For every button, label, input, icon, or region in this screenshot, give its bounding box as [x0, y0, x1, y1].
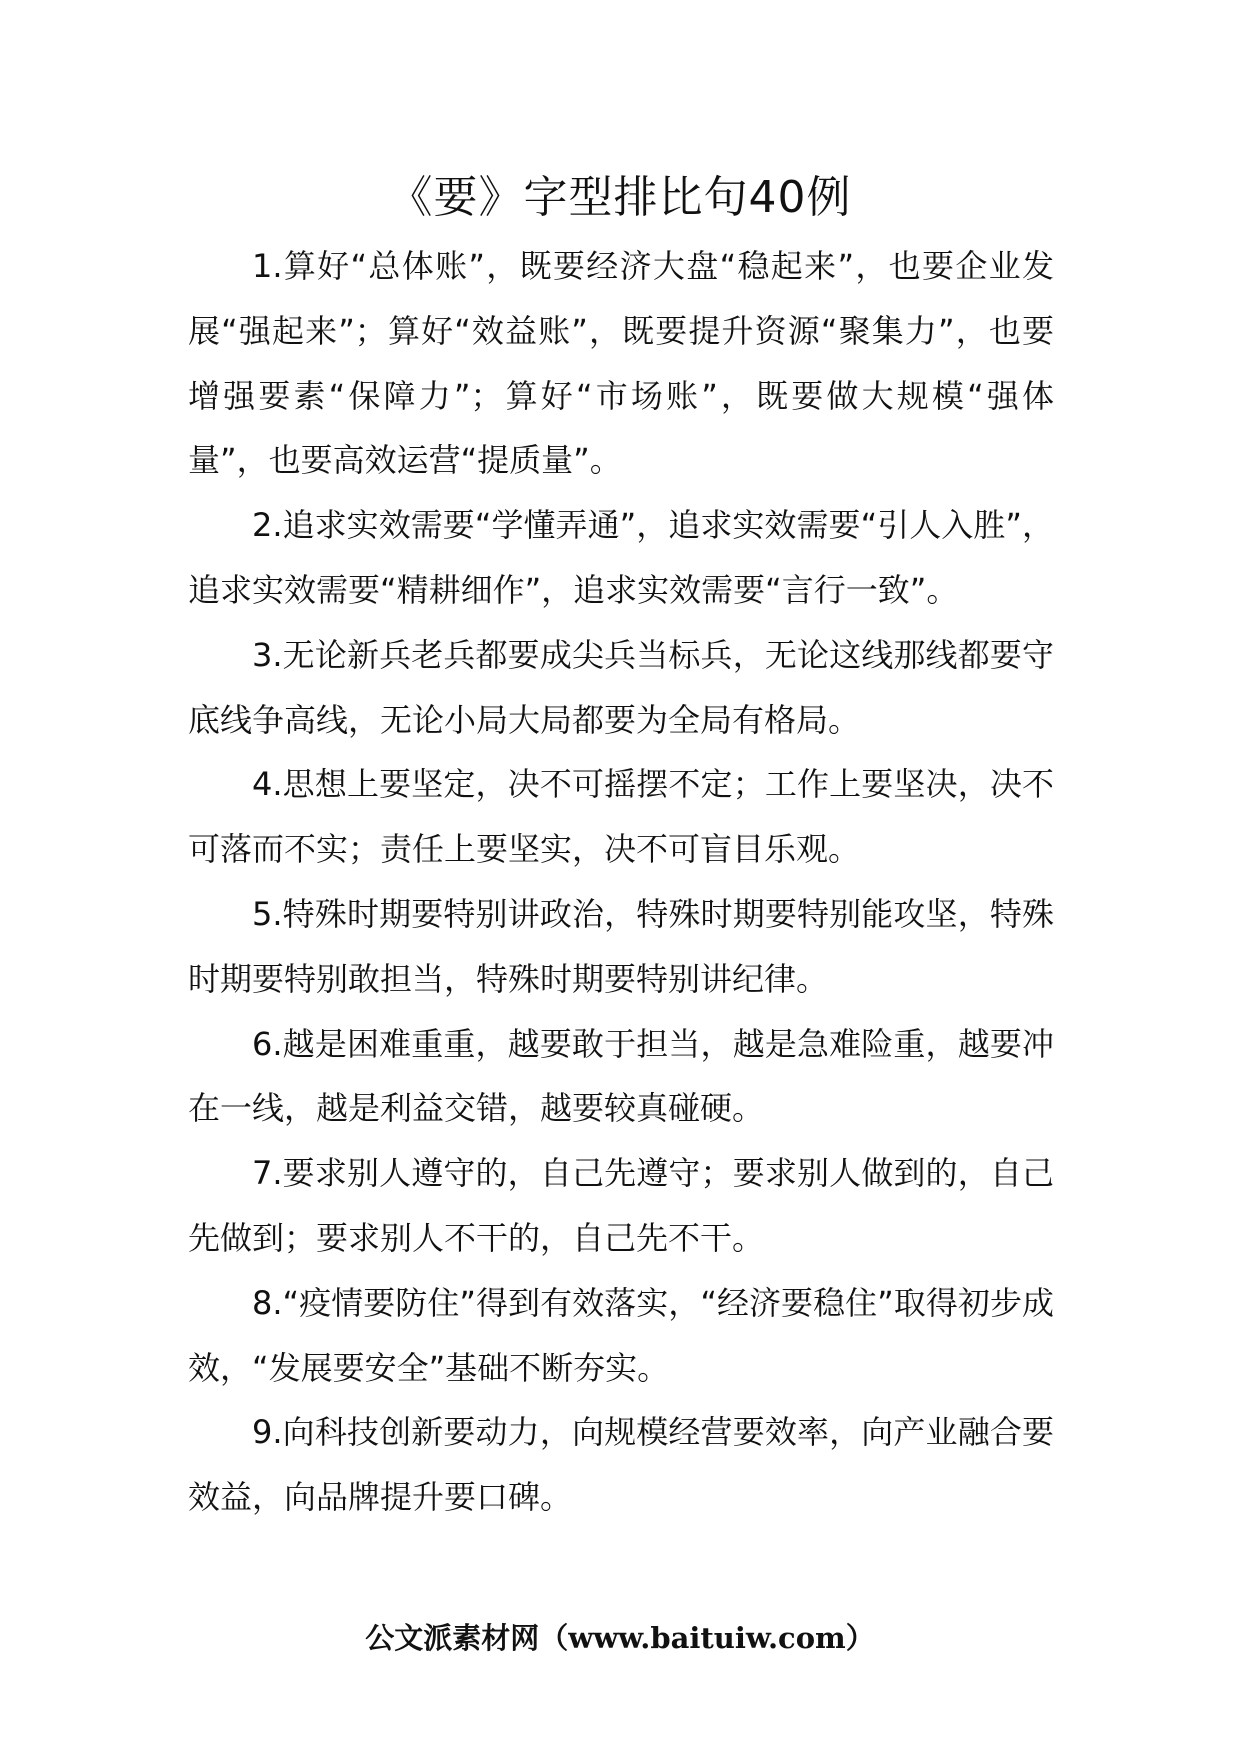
document-body — [188, 234, 1054, 1530]
paragraph-8: 8.“疫情要防住”得到有效落实，“经济要稳住”取得初步成效，“发展要安全”基础不断夯实。 — [188, 1283, 1054, 1387]
paragraph-7: 7.要求别人遵守的，自己先遵守；要求别人做到的，自己先做到；要求别人不干的，自己先不干。 — [188, 1154, 1054, 1257]
paragraph-3: 3.无论新兵老兵都要成尖兵当标兵，无论这线那线都要守底线争高线，无论小局大局都要为全局有格局。 — [188, 635, 1054, 739]
paragraph-5: 5.特殊时期要特别讲政治，特殊时期要特别能攻坚，特殊时期要特别敢担当，特殊时期要特别讲纪律。 — [188, 894, 1054, 998]
paragraph-9: 9.向科技创新要动力，向规模经营要效率，向产业融合要效益，向品牌提升要口碑。 — [188, 1413, 1054, 1517]
paragraph-6: 6.越是困难重重，越要敢于担当，越是急难险重，越要冲在一线，越是利益交错，越要较真碰硬。 — [188, 1024, 1054, 1128]
paragraph-1: 1.算好“总体账”，既要经济大盘“稳起来”，也要企业发展“强起来”；算好“效益账”，既要提升资源“聚集力”，也要增强要素“保障力”；算好“市场账”，既要做大规模“强体量”，也要高效运营“提质量”。 — [188, 247, 1054, 480]
paragraph-4: 4.思想上要坚定，决不可摇摆不定；工作上要坚决，决不可落而不实；责任上要坚实，决不可盲目乐观。 — [188, 765, 1054, 869]
paragraph-2: 2.追求实效需要“学懂弄通”，追求实效需要“引人入胜”，追求实效需要“精耕细作”，追求实效需要“言行一致”。 — [188, 506, 1054, 609]
footer-source: 公文派素材网（www.baituiw.com） — [365, 1621, 875, 1655]
document-title: 《要》字型排比句40例 — [388, 172, 852, 223]
